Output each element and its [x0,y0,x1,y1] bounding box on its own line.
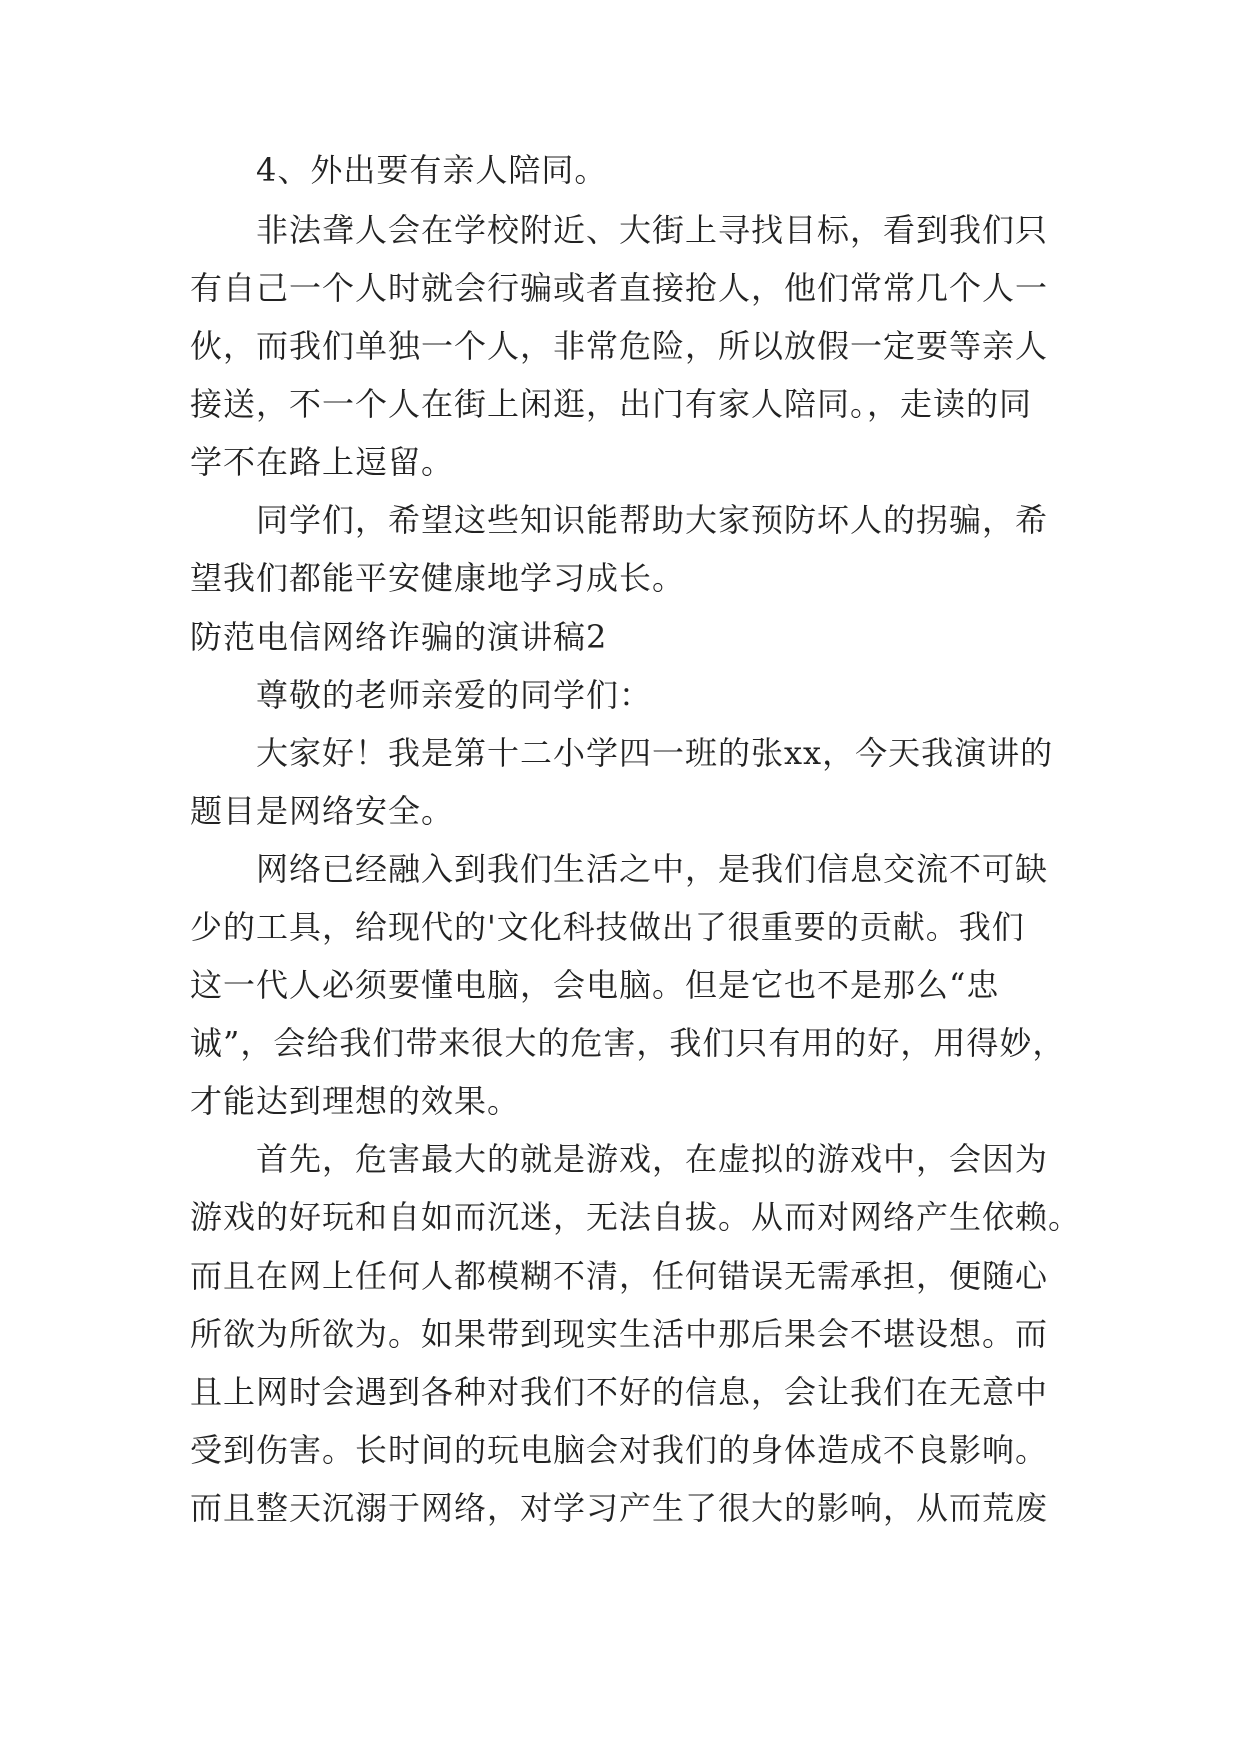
text-line: 同学们，希望这些知识能帮助大家预防坏人的拐骗，希 [256,501,1049,539]
text-line: 而且在网上任何人都模糊不清，任何错误无需承担，便随心 [190,1257,1049,1295]
text-line: 游戏的好玩和自如而沉迷，无法自拔。从而对网络产生依赖。 [190,1198,1082,1236]
text-line: 才能达到理想的效果。 [190,1082,521,1120]
text-line: 非法聋人会在学校附近、大街上寻找目标，看到我们只 [256,211,1049,249]
text-line: 有自己一个人时就会行骗或者直接抢人，他们常常几个人一 [190,269,1049,307]
text-line: 4、外出要有亲人陪同。 [256,151,608,189]
text-line: 伙，而我们单独一个人，非常危险，所以放假一定要等亲人 [190,327,1049,365]
text-line: 大家好！我是第十二小学四一班的张xx，今天我演讲的 [256,734,1054,772]
text-line: 学不在路上逗留。 [190,443,455,481]
text-line: 所欲为所欲为。如果带到现实生活中那后果会不堪设想。而 [190,1315,1049,1353]
text-line: 题目是网络安全。 [190,792,455,830]
text-line: 望我们都能平安健康地学习成长。 [190,559,686,597]
text-line: 尊敬的老师亲爱的同学们： [256,676,653,714]
text-line: 少的工具，给现代的'文化科技做出了很重要的贡献。我们 [190,908,1025,946]
text-line: 而且整天沉溺于网络，对学习产生了很大的影响，从而荒废 [190,1489,1049,1527]
text-line: 网络已经融入到我们生活之中，是我们信息交流不可缺 [256,850,1049,888]
text-line: 这一代人必须要懂电脑，会电脑。但是它也不是那么“忠 [190,966,1000,1004]
text-line: 首先，危害最大的就是游戏，在虚拟的游戏中，会因为 [256,1140,1049,1178]
text-line: 受到伤害。长时间的玩电脑会对我们的身体造成不良影响。 [190,1431,1049,1469]
section-heading: 防范电信网络诈骗的演讲稿2 [190,618,608,656]
text-line: 诚”，会给我们带来很大的危害，我们只有用的好，用得妙， [190,1024,1066,1062]
text-line: 且上网时会遇到各种对我们不好的信息，会让我们在无意中 [190,1373,1049,1411]
text-line: 接送，不一个人在街上闲逛，出门有家人陪同。，走读的同 [190,385,1033,423]
